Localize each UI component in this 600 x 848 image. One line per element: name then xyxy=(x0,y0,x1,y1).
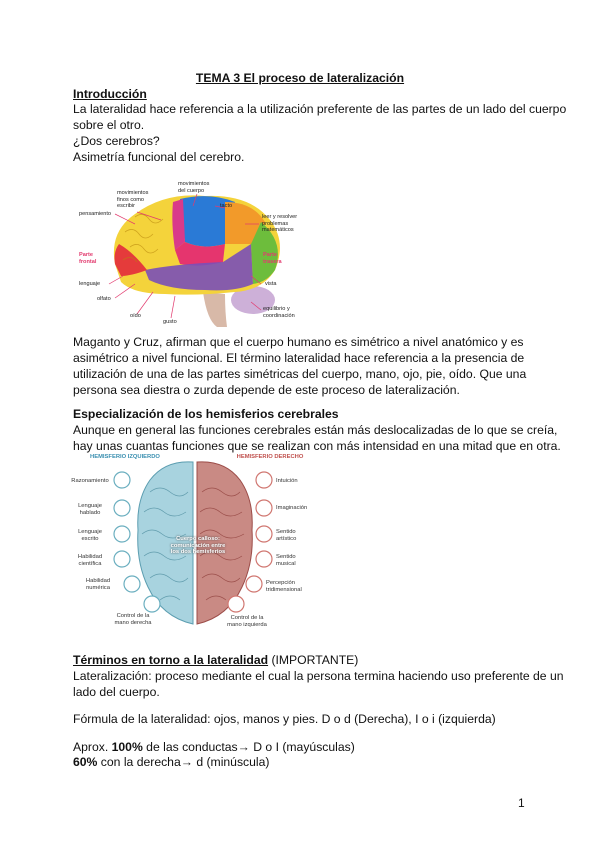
label-movimientos-finos: movimientos finos como escribir xyxy=(117,190,149,209)
para1-line-1: Maganto y Cruz, afirman que el cuerpo humano es simétrico a nivel anatómico y es xyxy=(73,335,524,349)
label-oido: oído xyxy=(130,313,141,319)
right-hemisphere-title: HEMISFERIO DERECHO xyxy=(236,454,304,460)
para1-line-2: asimétrico a nivel funcional. El término lateralidad hace referencia a la presencia de xyxy=(73,351,525,365)
label-olfato: olfato xyxy=(97,296,111,302)
label-vista: vista xyxy=(265,281,277,287)
hemispheres-figure xyxy=(70,452,320,634)
intro-line-3: ¿Dos cerebros? xyxy=(73,134,160,148)
label-pensamiento: pensamiento xyxy=(79,211,112,217)
label-parte-trasera: Parte trasera xyxy=(263,252,282,265)
aprox-percent: 100% xyxy=(111,740,143,754)
section-heading-terminos: Términos en torno a la lateralidad xyxy=(73,653,269,667)
left-item-3: Lenguaje escrito xyxy=(78,529,102,542)
left-item-6: Control de la mano derecha xyxy=(114,613,152,626)
intro-line-4: Asimetría funcional del cerebro. xyxy=(73,150,245,164)
para1-line-4: persona sea diestra o zurda depende de este proceso de lateralización. xyxy=(73,383,460,397)
aprox-line xyxy=(73,739,355,755)
brain-regions-figure xyxy=(75,172,315,332)
sixty-line xyxy=(73,754,269,770)
terms-heading-line xyxy=(73,652,358,668)
sixty-percent: 60% xyxy=(73,755,98,769)
sixty-rest: con la derecha→ d (minúscula) xyxy=(97,755,270,769)
para1-line-3: utilización de una de las partes simétricas del cuerpo, mano, ojo, pie, oído. Que una xyxy=(73,367,527,381)
label-movimientos-cuerpo: movimientos del cuerpo xyxy=(178,181,210,194)
label-tacto: tacto xyxy=(220,203,233,209)
right-item-3: Sentido artístico xyxy=(276,529,297,542)
left-item-2: Lenguaje hablado xyxy=(78,503,102,516)
left-item-5: Habilidad numérica xyxy=(85,578,111,591)
label-equilibrio: equilibrio y coordinación xyxy=(263,306,295,319)
right-item-5: Percepción tridimensional xyxy=(266,580,302,593)
left-hemisphere-title: HEMISFERIO IZQUIERDO xyxy=(90,454,160,460)
section-heading-especializacion: Especialización de los hemisferios cerebrales xyxy=(73,407,339,421)
section-heading-introduccion: Introducción xyxy=(73,87,147,101)
label-lenguaje: lenguaje xyxy=(79,281,101,287)
corpus-callosum-label: Cuerpo calloso: comunicación entre los dos hemisferios xyxy=(170,536,226,556)
left-item-1: Razonamiento xyxy=(71,478,109,484)
right-item-1: Intuición xyxy=(276,478,298,484)
aprox-prefix: Aprox. xyxy=(73,740,112,754)
intro-line-1: La lateralidad hace referencia a la utilización preferente de las partes de un lado del cuerpo xyxy=(73,102,567,116)
right-item-2: Imaginación xyxy=(276,505,308,511)
formula-line: Fórmula de la lateralidad: ojos, manos y pies. D o d (Derecha), I o i (izquierda) xyxy=(73,712,496,726)
left-item-4: Habilidad científica xyxy=(77,554,103,567)
label-parte-frontal: Parte frontal xyxy=(79,252,97,265)
spec-line-2: hay unas cuantas funciones que se realizan con más intensidad en una mitad que en otra. xyxy=(73,439,561,453)
right-item-6: Control de la mano izquierda xyxy=(227,615,267,628)
spec-line-1: Aunque en general las funciones cerebrales están más deslocalizadas de lo que se creía, xyxy=(73,423,558,437)
page-title: TEMA 3 El proceso de lateralización xyxy=(195,71,405,85)
terms-note: (IMPORTANTE) xyxy=(268,653,359,667)
terms-line-1: Lateralización: proceso mediante el cual la persona termina haciendo uso preferente de un xyxy=(73,669,564,683)
label-leer: leer y resolver problemas matemáticos xyxy=(262,214,298,233)
terms-line-2: lado del cuerpo. xyxy=(73,685,160,699)
right-item-4: Sentido musical xyxy=(276,554,296,567)
label-gusto: gusto xyxy=(163,319,177,325)
aprox-rest: de las conductas→ D o I (mayúsculas) xyxy=(142,740,355,754)
page-number: 1 xyxy=(518,796,525,810)
intro-line-2: sobre el otro. xyxy=(73,118,145,132)
